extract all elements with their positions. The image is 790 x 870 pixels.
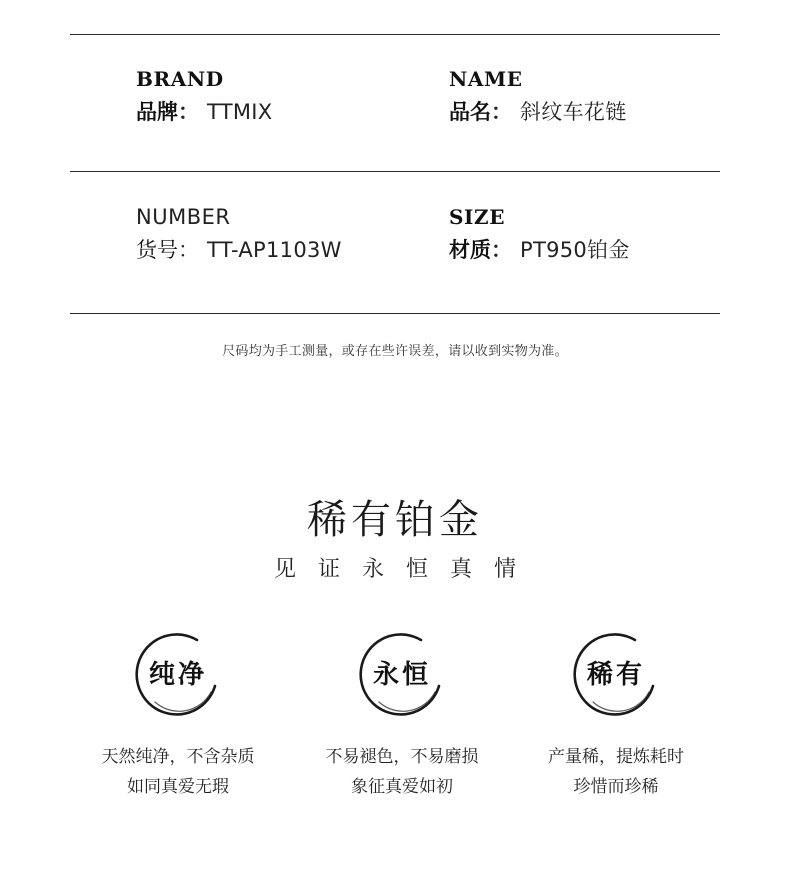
spec-name-separator: ：	[491, 100, 512, 124]
spec-name-value: 斜纹车花链	[520, 100, 627, 124]
feature-rare-badge	[571, 630, 661, 720]
feature-eternal-text	[302, 742, 502, 802]
feature-pure-badge-label: 纯净	[148, 660, 207, 690]
feature-rare-text	[516, 742, 716, 802]
feature-pure	[78, 630, 278, 802]
top-divider	[70, 34, 720, 35]
spec-number-separator: ：	[178, 238, 199, 262]
spec-brand-line	[136, 98, 272, 126]
hero-title: 稀有铂金	[307, 497, 483, 543]
feature-eternal-badge	[357, 630, 447, 720]
spec-brand-key: 品牌	[136, 100, 178, 124]
spec-brand-separator: ：	[178, 100, 199, 124]
feature-rare	[516, 630, 716, 802]
spec-number-line	[136, 236, 342, 264]
feature-pure-text	[78, 742, 278, 802]
feature-pure-line2: 如同真爱无瑕	[127, 777, 229, 797]
spec-size	[449, 204, 630, 264]
spec-size-separator: ：	[491, 238, 512, 262]
feature-eternal-line1: 不易褪色，不易磨损	[325, 747, 479, 767]
middle-divider	[70, 171, 720, 172]
hero-subtitle: 见证永恒真情	[273, 557, 538, 582]
spec-size-line	[449, 236, 630, 264]
spec-name	[449, 66, 627, 126]
spec-number-heading: NUMBER	[136, 205, 231, 229]
spec-size-key: 材质	[449, 238, 491, 262]
feature-pure-line1: 天然纯净，不含杂质	[101, 747, 255, 767]
measurement-note: 尺码均为手工测量，或存在些许误差，请以收到实物为准。	[222, 344, 568, 359]
feature-eternal-line2: 象征真爱如初	[351, 777, 453, 797]
spec-brand-value: TTMIX	[207, 100, 273, 124]
spec-name-heading: NAME	[449, 67, 523, 91]
spec-size-value: PT950铂金	[520, 238, 630, 262]
feature-rare-line1: 产量稀，提炼耗时	[548, 747, 684, 767]
feature-eternal-badge-label: 永恒	[372, 660, 431, 690]
feature-rare-badge-label: 稀有	[586, 660, 645, 690]
spec-brand	[136, 66, 272, 126]
feature-pure-badge	[133, 630, 223, 720]
spec-name-key: 品名	[449, 100, 491, 124]
spec-size-heading: SIZE	[449, 205, 506, 229]
spec-name-line	[449, 98, 627, 126]
spec-number	[136, 204, 342, 264]
spec-number-key: 货号	[136, 238, 178, 262]
spec-number-value: TT-AP1103W	[207, 238, 342, 262]
bottom-divider	[70, 313, 720, 314]
spec-brand-heading: BRAND	[136, 67, 224, 91]
feature-eternal	[302, 630, 502, 802]
feature-rare-line2: 珍惜而珍稀	[573, 777, 659, 797]
